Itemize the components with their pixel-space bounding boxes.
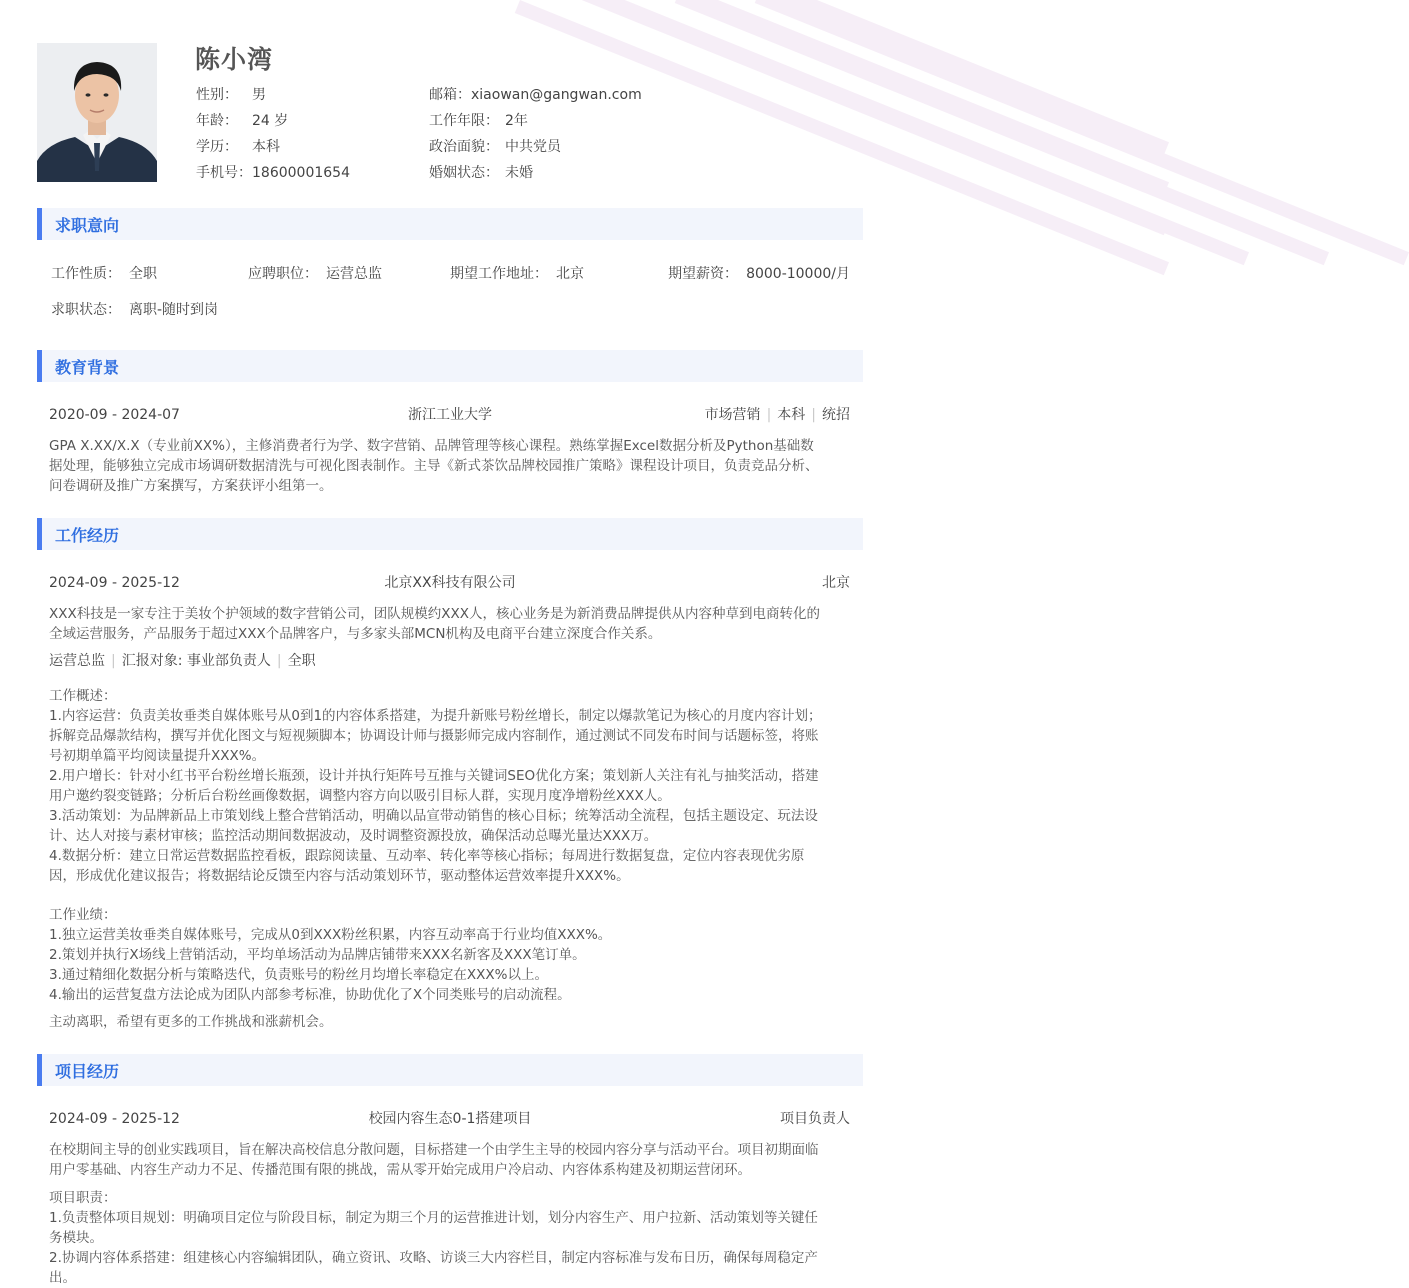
intent-type-label: 工作性质： <box>51 266 121 282</box>
text-line: 全域运营服务，产品服务于超过XXX个品牌客户，与多家头部MCN机构及电商平台建立深度合作关系。 <box>49 626 662 642</box>
age-value: 24 岁 <box>252 113 289 129</box>
work-role: 运营总监 <box>49 653 105 669</box>
work-summary <box>49 686 854 886</box>
section-work <box>37 518 863 550</box>
intent-salary-value: 8000-10000/月 <box>746 266 850 282</box>
work-results <box>49 905 854 1005</box>
text-line: 1.内容运营：负责美妆垂类自媒体账号从0到1的内容体系搭建，为提升新账号粉丝增长，制定以爆款笔记为核心的月度内容计划； <box>49 708 822 724</box>
marital-label: 婚姻状态： <box>429 165 499 181</box>
work-city: 北京 <box>822 575 850 591</box>
profile-photo <box>37 43 157 182</box>
section-education <box>37 350 863 382</box>
project-name: 校园内容生态0-1搭建项目 <box>368 1111 532 1127</box>
summary-title: 工作概述： <box>49 688 117 704</box>
section-accent-bar <box>37 518 42 550</box>
section-accent-bar <box>37 350 42 382</box>
education-period: 2020-09 - 2024-07 <box>49 407 180 423</box>
section-title: 项目经历 <box>55 1062 120 1081</box>
work-company-row <box>0 573 900 593</box>
intent-type-value: 全职 <box>129 266 157 282</box>
intent-salary-label: 期望薪资： <box>668 266 739 282</box>
text-line: 2.策划并执行X场线上营销活动，平均单场活动为品牌店铺带来XXX名新客及XXX笔订单。 <box>49 947 586 963</box>
text-line: 3.活动策划：为品牌新品上市策划线上整合营销活动，明确以品宣带动销售的核心目标；统筹活动全流程，包括主题设定、玩法设 <box>49 808 818 824</box>
text-line: 出。 <box>49 1270 76 1286</box>
phone-value: 18600001654 <box>252 165 350 181</box>
intent-position-label: 应聘职位： <box>248 266 318 282</box>
education-tags: 市场营销 | 本科 | 统招 <box>704 407 850 423</box>
intent-location <box>450 264 584 284</box>
section-accent-bar <box>37 1054 42 1086</box>
intent-status-label: 求职状态： <box>51 302 121 318</box>
text-line: XXX科技是一家专注于美妆个护领域的数字营销公司，团队规模约XXX人，核心业务是为新消费品牌提供从内容种草到电商转化的 <box>49 606 820 622</box>
years-label: 工作年限： <box>429 113 499 129</box>
email-label: 邮箱： <box>429 87 471 103</box>
political-label: 政治面貌： <box>429 139 499 155</box>
text-line: 4.输出的运营复盘方法论成为团队内部参考标准，协助优化了X个同类账号的启动流程。 <box>49 987 571 1003</box>
education-major: 市场营销 <box>704 407 761 423</box>
text-line: 拆解竞品爆款结构，撰写并优化图文与短视频脚本；协调设计师与摄影师完成内容制作，通过测试不同发布时间与话题标签，将账 <box>49 728 819 744</box>
text-line: 用户零基础、内容生产动力不足、传播范围有限的挑战，需从零开始完成用户冷启动、内容体系构建及初期运营闭环。 <box>49 1162 751 1178</box>
education-admission: 统招 <box>822 407 850 423</box>
project-period: 2024-09 - 2025-12 <box>49 1111 180 1127</box>
education-value: 本科 <box>252 139 280 155</box>
text-line: 2.协调内容体系搭建：组建核心内容编辑团队，确立资讯、攻略、访谈三大内容栏目，制定内容标准与发布日历，确保每周稳定产 <box>49 1250 818 1266</box>
phone-row <box>196 163 350 183</box>
intent-status-value: 离职-随时到岗 <box>129 302 219 318</box>
project-duties <box>49 1188 854 1288</box>
intent-location-label: 期望工作地址： <box>450 266 548 282</box>
school-name: 浙江工业大学 <box>408 407 492 423</box>
work-report: 汇报对象: 事业部负责人 <box>121 653 271 669</box>
text-line: 计、达人对接与素材审核；监控活动期间数据波动，及时调整资源投放，确保活动总曝光量达XXX万。 <box>49 828 658 844</box>
email-row <box>429 85 642 105</box>
section-accent-bar <box>37 208 42 240</box>
project-name-row <box>0 1109 900 1129</box>
work-company-intro <box>49 604 854 644</box>
education-label: 学历： <box>196 139 238 155</box>
section-title: 工作经历 <box>55 526 120 545</box>
section-title: 教育背景 <box>55 358 120 377</box>
education-degree: 本科 <box>777 407 806 423</box>
text-line: 在校期间主导的创业实践项目，旨在解决高校信息分散问题，目标搭建一个由学生主导的校园内容分享与活动平台。项目初期面临 <box>49 1142 819 1158</box>
work-leave-reason: 主动离职，希望有更多的工作挑战和涨薪机会。 <box>49 1014 333 1030</box>
text-line: 1.独立运营美妆垂类自媒体账号，完成从0到XXX粉丝积累，内容互动率高于行业均值XXX%。 <box>49 927 612 943</box>
intent-position-value: 运营总监 <box>326 266 382 282</box>
intent-position <box>248 264 382 284</box>
text-line: 号初期单篇平均阅读量提升XXX%。 <box>49 748 266 764</box>
intent-type <box>51 264 157 284</box>
email-value: xiaowan@gangwan.com <box>471 87 642 103</box>
marital-value: 未婚 <box>505 165 533 181</box>
phone-label: 手机号： <box>196 165 252 181</box>
political-value: 中共党员 <box>505 139 561 155</box>
duty-title: 项目职责： <box>49 1190 117 1206</box>
education-description <box>49 436 854 496</box>
years-row <box>429 111 528 131</box>
work-nature: 全职 <box>287 653 316 669</box>
section-intent <box>37 208 863 240</box>
text-line: 2.用户增长：针对小红书平台粉丝增长瓶颈，设计并执行矩阵号互推与关键词SEO优化方案；策划新人关注有礼与抽奖活动，搭建 <box>49 768 819 784</box>
results-title: 工作业绩： <box>49 907 117 923</box>
text-line: 4.数据分析：建立日常运营数据监控看板，跟踪阅读量、互动率、转化率等核心指标；每周进行数据复盘，定位内容表现优劣原 <box>49 848 805 864</box>
intent-location-value: 北京 <box>556 266 584 282</box>
text-line: 用户邀约裂变链路；分析后台粉丝画像数据，调整内容方向以吸引目标人群，实现月度净增粉丝XXX人。 <box>49 788 671 804</box>
candidate-name: 陈小湾 <box>195 45 274 74</box>
age-row <box>196 111 288 131</box>
work-period: 2024-09 - 2025-12 <box>49 575 180 591</box>
project-role: 项目负责人 <box>780 1111 850 1127</box>
gender-label: 性别： <box>196 87 238 103</box>
text-line: 1.负责整体项目规划：明确项目定位与阶段目标，制定为期三个月的运营推进计划，划分内容生产、用户拉新、活动策划等关键任 <box>49 1210 818 1226</box>
text-line: 据处理，能够独立完成市场调研数据清洗与可视化图表制作。主导《新式茶饮品牌校园推广策略》课程设计项目，负责竞品分析、 <box>49 458 819 474</box>
text-line: GPA X.XX/X.X（专业前XX%），主修消费者行为学、数字营销、品牌管理等核心课程。熟练掌握Excel数据分析及Python基础数 <box>49 438 814 454</box>
gender-row <box>196 85 266 105</box>
marital-row <box>429 163 533 183</box>
age-label: 年龄： <box>196 113 238 129</box>
education-row <box>196 137 280 157</box>
section-project <box>37 1054 863 1086</box>
intent-salary <box>668 264 850 284</box>
project-intro <box>49 1140 854 1180</box>
intent-status <box>51 300 218 320</box>
section-title: 求职意向 <box>55 216 120 235</box>
work-tags: 运营总监 | 汇报对象: 事业部负责人 | 全职 <box>49 653 316 669</box>
text-line: 问卷调研及推广方案撰写，方案获评小组第一。 <box>49 478 333 494</box>
gender-value: 男 <box>252 87 266 103</box>
years-value: 2年 <box>505 113 528 129</box>
text-line: 3.通过精细化数据分析与策略迭代，负责账号的粉丝月均增长率稳定在XXX%以上。 <box>49 967 548 983</box>
text-line: 因，形成优化建议报告；将数据结论反馈至内容与活动策划环节，驱动整体运营效率提升XXX%。 <box>49 868 630 884</box>
work-company: 北京XX科技有限公司 <box>384 575 516 591</box>
political-row <box>429 137 561 157</box>
text-line: 务模块。 <box>49 1230 103 1246</box>
